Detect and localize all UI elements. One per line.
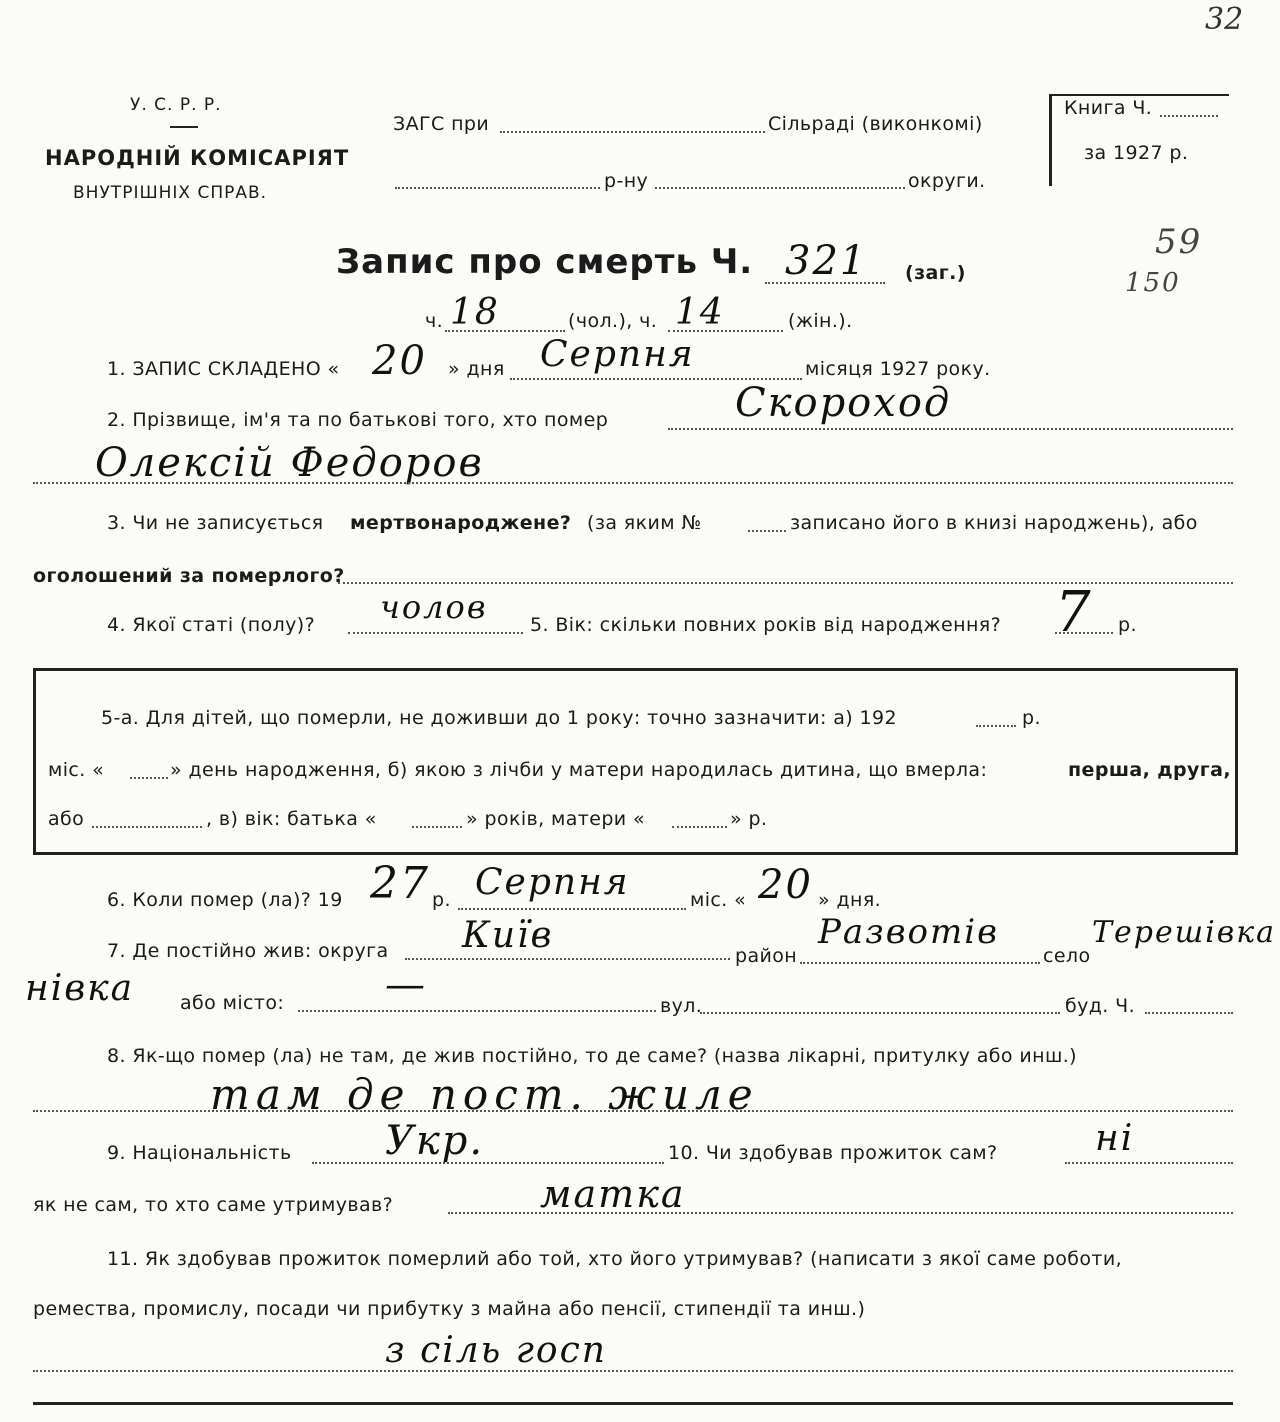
field5a-line2-bold: перша, друга, bbox=[1068, 759, 1231, 781]
field4-label: 4. Якої статі (полу)? bbox=[107, 614, 316, 636]
field1-label: 1. ЗАПИС СКЛАДЕНО « bbox=[107, 358, 340, 380]
district-line bbox=[395, 187, 600, 189]
book-year: за 1927 р. bbox=[1084, 142, 1189, 164]
men-number: 18 bbox=[450, 292, 500, 333]
field3-bold: мертвонароджене? bbox=[350, 512, 572, 534]
page-number: 32 bbox=[1205, 2, 1244, 37]
book-label: Книга Ч. bbox=[1064, 97, 1153, 119]
field4-value: чолов bbox=[380, 588, 488, 626]
field6-month: Серпня bbox=[475, 862, 630, 903]
margin-note-bottom: 150 bbox=[1125, 268, 1181, 298]
field6-month-line bbox=[458, 908, 686, 910]
record-number-line bbox=[765, 282, 885, 284]
field3-label-a: 3. Чи не записується bbox=[107, 512, 324, 534]
field5a-line2-a: міс. « bbox=[48, 759, 105, 781]
field3-label-c: записано його в книзі народжень), або bbox=[790, 512, 1198, 534]
field8-line bbox=[33, 1110, 1233, 1112]
field7-bud: буд. Ч. bbox=[1065, 995, 1136, 1017]
field7-vul: вул. bbox=[660, 995, 703, 1017]
field3-label-b: (за яким № bbox=[587, 512, 702, 534]
women-number: 14 bbox=[675, 292, 725, 333]
field5a-mother-line bbox=[672, 826, 727, 828]
field8-value: там де пост. жиле bbox=[210, 1070, 759, 1119]
commissariat-label: НАРОДНІЙ КОМІСАРІЯТ bbox=[45, 146, 350, 170]
field5a-line3-c: » років, матери « bbox=[466, 808, 645, 830]
field10-line bbox=[1065, 1162, 1233, 1164]
field6-label: 6. Коли помер (ла)? 19 bbox=[107, 889, 343, 911]
zags-prefix: ЗАГС при bbox=[393, 113, 490, 135]
title-suffix: (заг.) bbox=[905, 262, 966, 284]
field7-selo: Терешівка bbox=[1092, 915, 1276, 950]
zags-suffix: Сільраді (виконкомі) bbox=[768, 113, 983, 135]
field5a-year-line bbox=[976, 725, 1016, 727]
field5-label: 5. Вік: скільки повних років від народження? bbox=[530, 614, 1002, 636]
field5a-order-line bbox=[92, 826, 202, 828]
field10-value2: матка bbox=[540, 1172, 686, 1216]
field4-line bbox=[348, 632, 523, 634]
document-title: Запис про смерть Ч. bbox=[336, 242, 754, 282]
field7-misto-line bbox=[298, 1010, 656, 1012]
field1-suffix: місяця 1927 року. bbox=[805, 358, 991, 380]
field7-misto-label: або місто: bbox=[180, 992, 285, 1014]
field7-okrug-line bbox=[405, 958, 730, 960]
ministry-label: ВНУТРІШНІХ СПРАВ. bbox=[73, 183, 268, 203]
field2-label: 2. Прізвище, ім'я та по батькові того, хто помер bbox=[107, 409, 609, 431]
field10-label: 10. Чи здобував прожиток сам? bbox=[668, 1142, 998, 1164]
field6-day: 20 bbox=[758, 862, 813, 908]
field5a-line3-b: , в) вік: батька « bbox=[206, 808, 377, 830]
district-label: р-ну bbox=[604, 170, 649, 192]
margin-note-top: 59 bbox=[1155, 222, 1203, 262]
field2-name: Олексій Федоров bbox=[95, 440, 484, 486]
okrug-label: округи. bbox=[908, 170, 986, 192]
field7-vul-line bbox=[700, 1012, 1060, 1014]
field6-r: р. bbox=[432, 889, 451, 911]
field3-line bbox=[338, 582, 1233, 584]
field8-label: 8. Як-що помер (ла) не там, де жив постійно, то де саме? (назва лікарні, притулку або инш.) bbox=[107, 1045, 1077, 1067]
field5a-line1: 5-а. Для дітей, що померли, не доживши до 1 року: точно зазначити: а) 192 bbox=[101, 707, 898, 729]
field5-value: 7 bbox=[1055, 580, 1093, 645]
field10-value: ні bbox=[1095, 1118, 1135, 1159]
field5a-line2-b: » день народження, б) якою з лічби у матери народилась дитина, що вмерла: bbox=[170, 759, 988, 781]
women-label: (жін.). bbox=[788, 310, 853, 332]
field11-label: 11. Як здобував прожиток померлий або той, хто його утримував? (написати з якої саме роботи, bbox=[107, 1248, 1123, 1270]
field7-rayon: Развотів bbox=[818, 912, 999, 952]
field5a-line3-d: » р. bbox=[730, 808, 768, 830]
field11-line bbox=[33, 1370, 1233, 1372]
field11-value: з сіль госп bbox=[385, 1330, 607, 1371]
header-divider bbox=[170, 126, 198, 128]
field7-bud-line bbox=[1145, 1012, 1233, 1014]
field5a-line1-end: р. bbox=[1022, 707, 1041, 729]
field7-selo-cont: нівка bbox=[25, 968, 135, 1009]
field1-month: Серпня bbox=[540, 334, 695, 375]
field11-label2: ремества, промислу, посади чи прибутку з майна або пенсії, стипендії та инш.) bbox=[33, 1298, 866, 1320]
field3-bold2: оголошений за померлого? bbox=[33, 565, 345, 587]
zags-line bbox=[500, 131, 765, 133]
field7-misto: — bbox=[385, 962, 427, 1008]
field5-suffix: р. bbox=[1118, 614, 1137, 636]
men-label: (чол.), ч. bbox=[568, 310, 658, 332]
field3-number-line bbox=[748, 530, 786, 532]
field10-line2 bbox=[448, 1212, 1233, 1214]
field6-year: 27 bbox=[370, 858, 430, 909]
field2-surname: Скороход bbox=[735, 380, 952, 426]
field7-rayon-line bbox=[800, 962, 1040, 964]
field1-mid: » дня bbox=[448, 358, 505, 380]
men-line bbox=[445, 330, 565, 332]
book-number-line bbox=[1160, 115, 1218, 117]
field6-mis: міс. « bbox=[690, 889, 747, 911]
field6-dnya: » дня. bbox=[818, 889, 882, 911]
women-line bbox=[668, 330, 783, 332]
field5a-line3-a: або bbox=[48, 808, 85, 830]
okrug-line bbox=[655, 187, 905, 189]
field9-line bbox=[312, 1162, 664, 1164]
field5a-month-line bbox=[130, 777, 168, 779]
men-prefix: ч. bbox=[425, 310, 444, 332]
field1-day: 20 bbox=[372, 338, 427, 384]
field2-line bbox=[668, 428, 1233, 430]
field5a-father-line bbox=[412, 826, 462, 828]
field7-rayon-label: район bbox=[735, 945, 798, 967]
record-number: 321 bbox=[785, 238, 868, 284]
republic-label: У. С. Р. Р. bbox=[130, 95, 222, 115]
field7-okrug: Київ bbox=[462, 915, 554, 956]
field10-label2: як не сам, то хто саме утримував? bbox=[33, 1194, 394, 1216]
field2-line2 bbox=[33, 482, 1233, 484]
field7-selo-label: село bbox=[1043, 945, 1091, 967]
field9-label: 9. Національність bbox=[107, 1142, 292, 1164]
field9-value: Укр. bbox=[385, 1118, 485, 1164]
field5-line bbox=[1055, 632, 1113, 634]
field7-label: 7. Де постійно жив: округа bbox=[107, 940, 389, 962]
bottom-rule bbox=[33, 1402, 1233, 1405]
